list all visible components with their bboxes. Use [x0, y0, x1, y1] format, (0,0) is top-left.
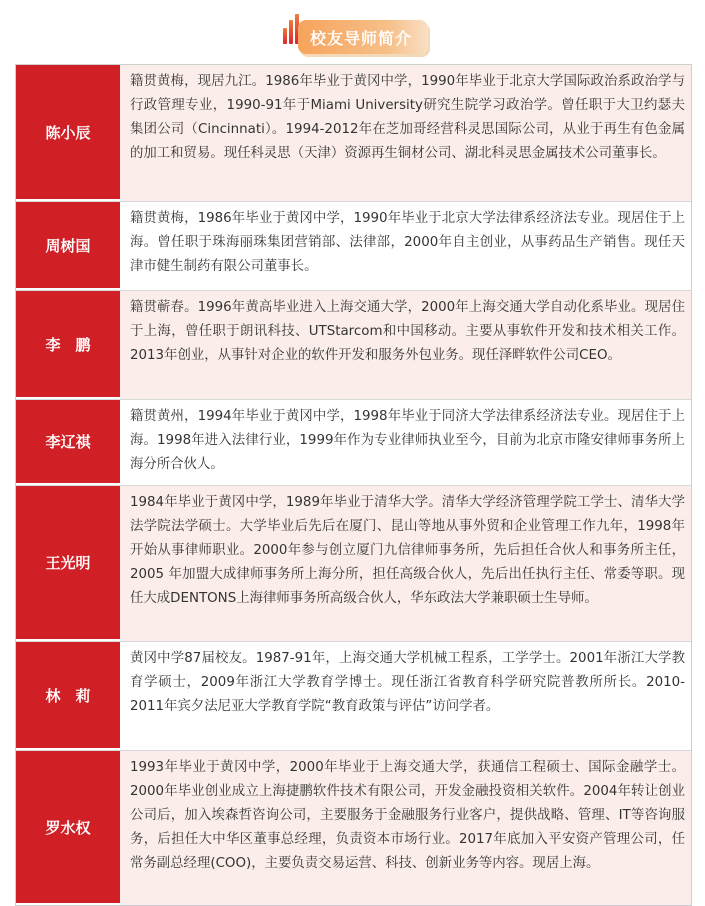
alumni-name: 陈小辰: [16, 65, 120, 201]
section-header: [0, 8, 705, 58]
table-row: [16, 290, 691, 399]
alumni-name: 李 鹏: [16, 291, 120, 399]
alumni-name: 罗水权: [16, 751, 120, 905]
alumni-bio: 1984年毕业于黄冈中学，1989年毕业于清华大学。清华大学经济管理学院工学士、清华大学法学院法学硕士。大学毕业后先后在厦门、昆山等地从事外贸和企业管理工作九年，1998年开始从事律师职业。2000年参与创立厦门九信律师事务所，先后担任合伙人和事务所主任，2005 年加盟大成律师事务所上海分所，担任高级合伙人，先后出任执行主任、常委等职。现任大成DENTONS上海律师事务所高级合伙人，华东政法大学兼职硕士生导师。: [120, 486, 691, 641]
alumni-bio: 1993年毕业于黄冈中学，2000年毕业于上海交通大学，获通信工程硕士、国际金融学士。2000年毕业创业成立上海捷鹏软件技术有限公司，开发金融投资相关软件。2004年转让创业公司后，加入埃森哲咨询公司，主要服务于金融服务行业客户，提供战略、管理、IT等咨询服务，后担任大中华区董事总经理，负责资本市场行业。2017年底加入平安资产管理公司，任常务副总经理(COO)，主要负责交易运营、科技、创新业务等内容。现居上海。: [120, 751, 691, 905]
table-row: [16, 65, 691, 201]
alumni-bio: 籍贯蕲春。1996年黄高毕业进入上海交通大学，2000年上海交通大学自动化系毕业。现居住于上海，曾任职于朗讯科技、UTStarcom和中国移动。主要从事软件开发和技术相关工作。2013年创业，从事针对企业的软件开发和服务外包业务。现任泽畔软件公司CEO。: [120, 291, 691, 399]
table-row: [16, 399, 691, 485]
alumni-bio: 籍贯黄州，1994年毕业于黄冈中学，1998年毕业于同济大学法律系经济法专业。现居住于上海。1998年进入法律行业，1999年作为专业律师执业至今，目前为北京市隆安律师事务所上海分所合伙人。: [120, 400, 691, 485]
alumni-bio: 籍贯黄梅，1986年毕业于黄冈中学，1990年毕业于北京大学法律系经济法专业。现居住于上海。曾任职于珠海丽珠集团营销部、法律部，2000年自主创业，从事药品生产销售。现任天津市健生制药有限公司董事长。: [120, 202, 691, 290]
alumni-name: 周树国: [16, 202, 120, 290]
table-row: [16, 750, 691, 905]
alumni-bio: 黄冈中学87届校友。1987-91年，上海交通大学机械工程系，工学学士。2001年浙江大学教育学硕士，2009年浙江大学教育学博士。现任浙江省教育科学研究院普教所所长。2010-2011年宾夕法尼亚大学教育学院“教育政策与评估”访问学者。: [120, 642, 691, 750]
alumni-table: [15, 64, 692, 906]
alumni-bio: 籍贯黄梅，现居九江。1986年毕业于黄冈中学，1990年毕业于北京大学国际政治系政治学与行政管理专业，1990-91年于Miami University研究生院学习政治学。曾任职于大卫约瑟夫集团公司（Cincinnati）。1994-2012年在芝加哥经营科灵思国际公司，从业于再生有色金属的加工和贸易。现任科灵思（天津）资源再生铜材公司、湖北科灵思金属技术公司董事长。: [120, 65, 691, 201]
alumni-name: 王光明: [16, 486, 120, 641]
alumni-name: 李辽祺: [16, 400, 120, 485]
table-row: [16, 641, 691, 750]
page-title: 校友导师简介: [298, 20, 428, 54]
table-row: [16, 485, 691, 641]
table-row: [16, 201, 691, 290]
alumni-name: 林 莉: [16, 642, 120, 750]
